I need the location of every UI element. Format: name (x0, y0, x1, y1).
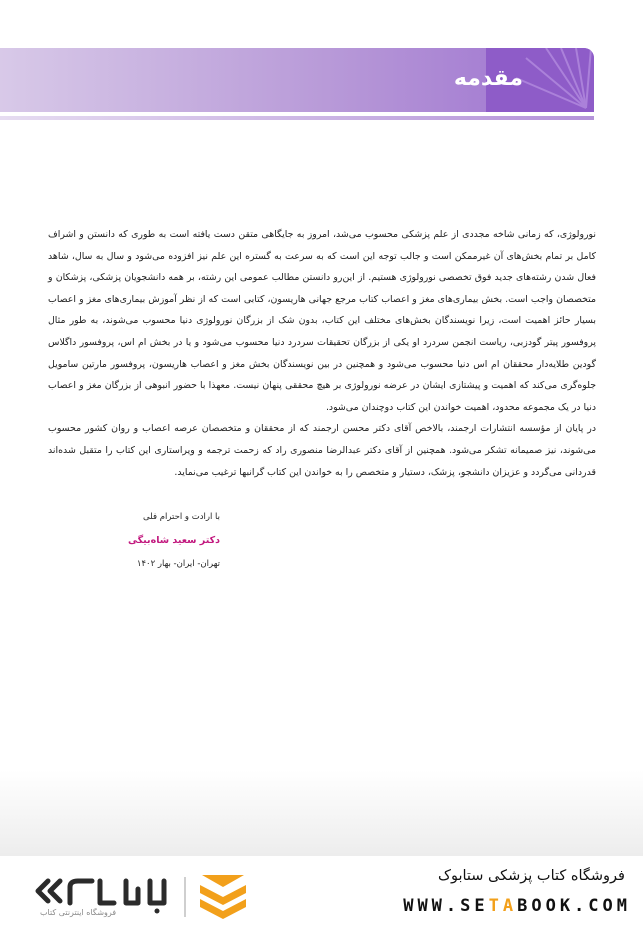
paragraph: در پایان از مؤسسه انتشارات ارجمند، بالاخص آقای دکتر محسن ارجمند که از محققان و متخصصان عرصه اعصاب و روان کشور محسوب می‌شوند، نیز صمیمانه تشکر می‌شود. همچنین از آقای دکتر عبدالرضا منصوری راد که زحمت ترجمه و ویراستاری این کتاب را متقبل شده‌اند قدردانی می‌گردد و عزیزان دانشجو، پزشک، دستیار و متخصص را به خواندن این کتاب گرانبها ترغیب می‌نماید. (48, 423, 596, 478)
setabook-logo-icon (34, 873, 246, 925)
signature-greeting: با ارادت و احترام فلی (143, 512, 220, 522)
header-underline (0, 116, 594, 120)
store-name: فروشگاه کتاب پزشکی ستابوک (437, 868, 625, 884)
signature-block (80, 510, 220, 571)
logo-tagline: فروشگاه اینترنتی کتاب (40, 908, 117, 917)
url-highlight: TA (488, 896, 518, 916)
author-name: دکتر سعید شاه‌بیگی (128, 535, 220, 546)
store-url[interactable] (403, 896, 631, 916)
url-prefix: WWW.SE (403, 896, 489, 916)
intro-text (48, 224, 596, 483)
paragraph: نورولوژی، که زمانی شاخه مجددی از علم پزشکی محسوب می‌شد، امروز به جایگاهی متقن دست یافته است به طوری که دانستن و اشراف کامل بر تمام بخش‌های آن غیرممکن است و جالب توجه این است که به سرعت به گستره این علم نیز افزوده می‌شود و سال به سال، شاهد فعال شدن رشته‌های جدید فوق تخصصی نورولوژی هستیم. از این‌رو دانستن مطالب عمومی این رشته، بر همه دانشجویان پزشکی، پزشکان و متخصصان واجب است. بخش بیماری‌های مغز و اعصاب کتاب مرجع جهانی هاریسون، کتابی است که از نظر آموزش بیماری‌های مغز و اعصاب بسیار حائز اهمیت است، زیرا نویسندگان بخش‌های مختلف این کتاب، بدون شک از بزرگان نورولوژی دنیا محسوب می‌شوند، به طور مثال پروفسور پیتر گودزبی، ریاست انجمن سردرد او یکی از بزرگان تحقیقات سردرد دنیا محسوب می‌شود و یا در بخش ام اس، پروفسور داگلاس گودین طلایه‌دار محققان ام اس دنیا محسوب می‌شود و همچنین در بین نویسندگان بخش مغز و اعصاب هاریسون، پروفسور مارتین سامویل جلوه‌گری می‌کند که اهمیت و پیشتازی ایشان در عرضه نورولوژی بر هیچ محققی پنهان نیست. معهذا با حضور انبوهی از بزرگان مغز و اعصاب دنیا در یک مجموعه محدود، اهمیت خواندن این کتاب دوچندان می‌شود. (48, 229, 596, 413)
bottom-fade (0, 770, 643, 860)
place-date: تهران- ایران- بهار ۱۴۰۲ (136, 559, 220, 569)
url-suffix: BOOK.COM (517, 896, 631, 916)
page-title: مقدمه (453, 66, 523, 91)
